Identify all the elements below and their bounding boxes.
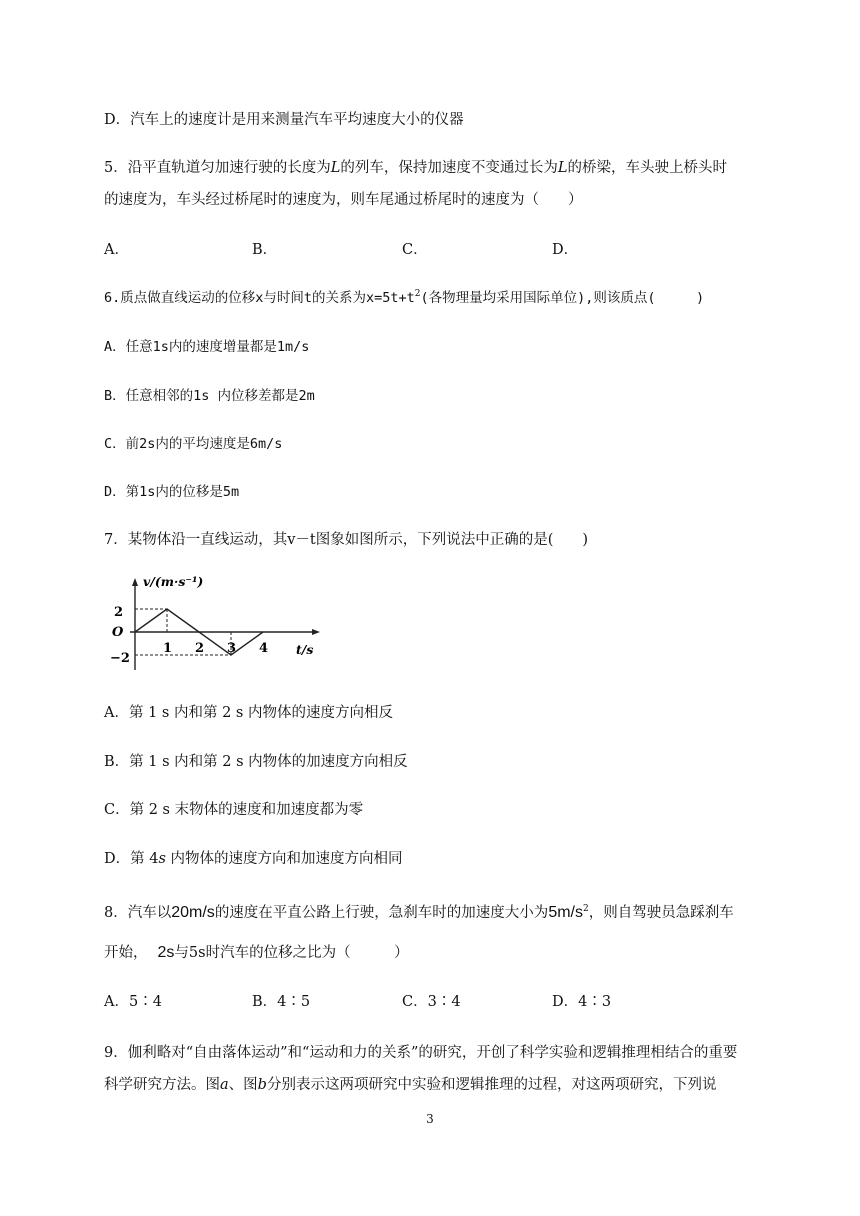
y-axis-arrow — [132, 578, 138, 586]
q5-option-b: B． — [252, 242, 278, 258]
q6-stem-sup: 2 — [414, 289, 421, 299]
x-tick-4: 4 — [259, 641, 269, 656]
q6-option-c: C．前2s内的平均速度是6m/s — [104, 436, 283, 452]
q9-stem-text-b: 、图 — [228, 1077, 258, 1093]
q7-option-b: B．第 1 s 内和第 2 s 内物体的加速度方向相反 — [104, 754, 408, 770]
q8-accel: 5m/s — [548, 904, 583, 921]
q7-option-d-var-s: s — [158, 851, 166, 867]
q9-var-b: b — [257, 1077, 267, 1093]
q6-stem-text-a: 6.质点做直线运动的位移x与时间t的关系为x=5t+t — [104, 290, 415, 306]
x-tick-2: 2 — [195, 641, 205, 656]
q8-accel-sup: 2 — [582, 904, 589, 914]
q7-option-c: C．第 2 s 末物体的速度和加速度都为零 — [104, 802, 364, 818]
x-tick-3: 3 — [227, 641, 237, 656]
page-number: 3 — [426, 1112, 434, 1126]
q7-option-d-text-a: D．第 4 — [104, 851, 159, 867]
q5-option-d: D． — [552, 242, 579, 258]
q8-time: 2s — [157, 944, 175, 961]
y-axis-label: v/(m·s⁻¹) — [143, 574, 204, 589]
q8-stem-text-b: 的速度在平直公路上行驶，急刹车时的加速度大小为 — [214, 905, 549, 921]
q8-stem-text-c: ，则自驾驶员急踩刹车 — [588, 905, 734, 921]
q5-option-c: C． — [402, 242, 428, 258]
q8-option-a: A．5∶4 — [104, 994, 162, 1010]
q5-var-l: L — [330, 160, 341, 176]
q8-stem-text-d: 开始， — [104, 945, 148, 961]
q7-option-a: A．第 1 s 内和第 2 s 内物体的速度方向相反 — [104, 705, 393, 721]
q5-var-l-2: L — [557, 160, 568, 176]
q8-stem-text-a: 8．汽车以 — [104, 905, 172, 921]
q5-option-a: A． — [104, 242, 129, 258]
q6-option-a: A．任意1s内的速度增量都是1m/s — [104, 339, 310, 355]
q9-stem-text-c: 分别表示这两项研究中实验和逻辑推理的过程，对这两项研究，下列说 — [266, 1077, 717, 1093]
q7-option-d-text-b: 内物体的速度方向和加速度方向相同 — [165, 851, 403, 867]
q8-stem-line2 — [104, 943, 409, 963]
q7-stem: 7．某物体沿一直线运动，其v－t图象如图所示，下列说法中正确的是( ) — [104, 532, 589, 548]
q9-var-a: a — [220, 1077, 229, 1093]
q5-stem-line1 — [104, 158, 727, 178]
q5-stem-line2: 的速度为，车头经过桥尾时的速度为，则车尾通过桥尾时的速度为（ ） — [104, 192, 583, 208]
x-tick-1: 1 — [163, 641, 173, 656]
x-axis-arrow — [312, 629, 320, 635]
q8-option-d: D．4∶3 — [552, 994, 612, 1010]
origin-label: O — [112, 625, 124, 640]
q8-option-b: B．4∶5 — [252, 994, 311, 1010]
q6-option-d: D．第1s内的位移是5m — [104, 484, 240, 500]
x-axis-label: t/s — [296, 642, 314, 657]
q8-stem-line1 — [104, 903, 734, 923]
q4-option-d: D．汽车上的速度计是用来测量汽车平均速度大小的仪器 — [104, 112, 464, 128]
y-tick-neg2: −2 — [110, 651, 130, 666]
q9-stem-line1: 9．伽利略对“自由落体运动”和“运动和力的关系”的研究，开创了科学实验和逻辑推理相结合的重要 — [104, 1045, 738, 1061]
y-tick-2: 2 — [114, 605, 124, 620]
q5-stem-text-a: 5．沿平直轨道匀加速行驶的长度为 — [104, 160, 331, 176]
q6-option-b: B．任意相邻的1s 内位移差都是2m — [104, 388, 315, 404]
q8-option-c: C．3∶4 — [402, 994, 461, 1010]
q5-stem-text-b: 的列车，保持加速度不变通过长为 — [340, 160, 558, 176]
q8-stem-text-e: 与5s时汽车的位移之比为（ ） — [174, 945, 409, 961]
q9-stem-line2 — [104, 1075, 716, 1095]
q6-stem-text-b: (各物理量均采用国际单位),则该质点( ) — [420, 290, 705, 306]
q7-vt-graph — [110, 572, 340, 677]
q5-stem-text-c: 的桥梁，车头驶上桥头时 — [567, 160, 728, 176]
q6-stem — [104, 288, 704, 308]
q7-option-d — [104, 849, 403, 869]
q8-speed: 20m/s — [171, 904, 215, 921]
q9-stem-text-a: 科学研究方法。图 — [104, 1077, 220, 1093]
